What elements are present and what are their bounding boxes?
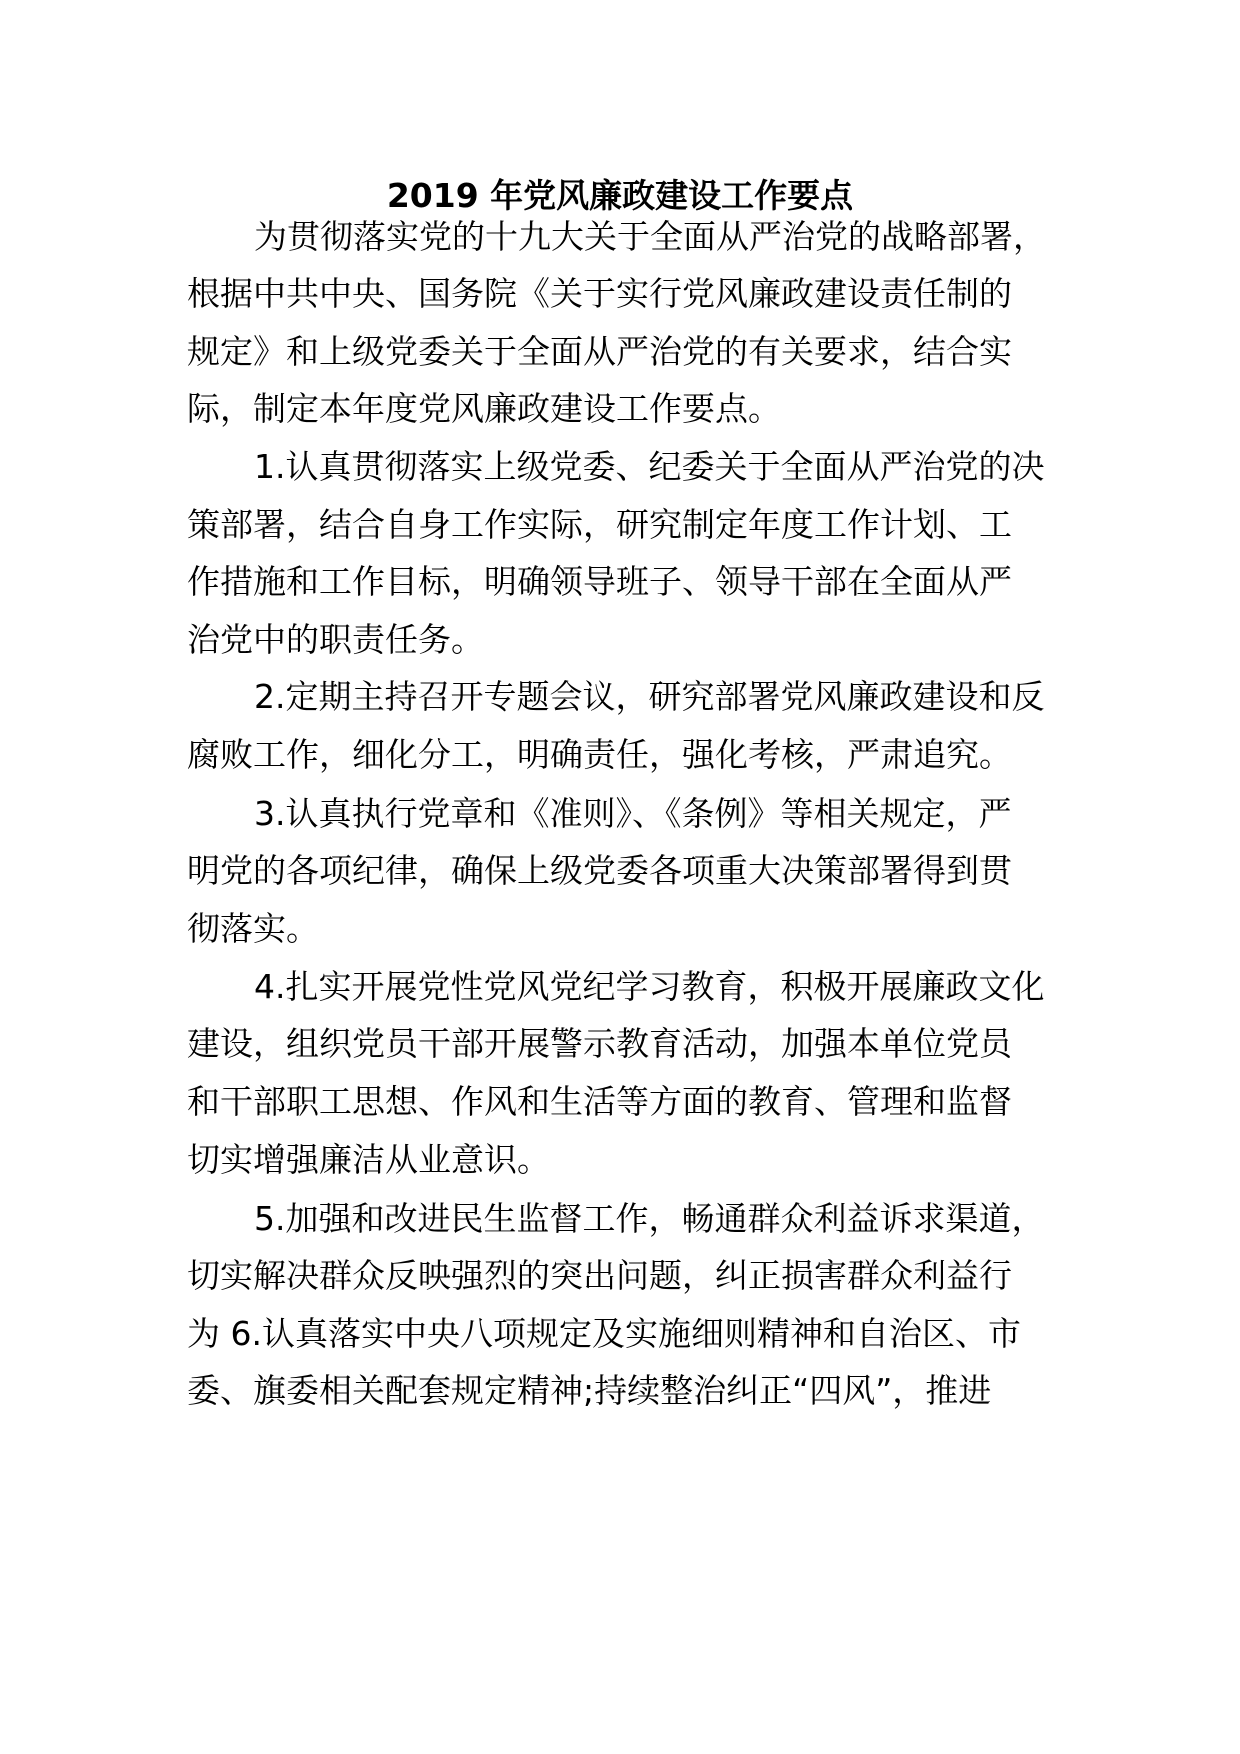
- text-line: 腐败工作，细化分工，明确责任，强化考核，严肃追究。: [187, 735, 1012, 774]
- text-line: 为 6.认真落实中央八项规定及实施细则精神和自治区、市: [187, 1314, 1021, 1353]
- text-line: 1.认真贯彻落实上级党委、纪委关于全面从严治党的决: [254, 447, 1045, 486]
- text-line: 3.认真执行党章和《准则》、《条例》等相关规定，严: [254, 794, 1012, 833]
- document-title: 2019 年党风廉政建设工作要点: [386, 176, 854, 215]
- text-line: 5.加强和改进民生监督工作，畅通群众利益诉求渠道，: [254, 1199, 1045, 1238]
- text-line: 切实增强廉洁从业意识。: [187, 1140, 550, 1179]
- text-line: 切实解决群众反映强烈的突出问题，纠正损害群众利益行: [187, 1256, 1012, 1295]
- text-line: 明党的各项纪律，确保上级党委各项重大决策部署得到贯: [187, 851, 1012, 890]
- text-line: 规定》和上级党委关于全面从严治党的有关要求，结合实: [187, 332, 1012, 371]
- text-line: 根据中共中央、国务院《关于实行党风廉政建设责任制的: [187, 274, 1012, 313]
- text-line: 作措施和工作目标，明确领导班子、领导干部在全面从严: [187, 562, 1012, 601]
- text-line: 2.定期主持召开专题会议，研究部署党风廉政建设和反: [254, 677, 1045, 716]
- text-line: 策部署，结合自身工作实际，研究制定年度工作计划、工: [187, 505, 1012, 544]
- text-line: 为贯彻落实党的十九大关于全面从严治党的战略部署，: [254, 217, 1046, 256]
- text-line: 和干部职工思想、作风和生活等方面的教育、管理和监督: [187, 1082, 1012, 1121]
- text-line: 建设，组织党员干部开展警示教育活动，加强本单位党员: [187, 1024, 1012, 1063]
- text-line: 4.扎实开展党性党风党纪学习教育，积极开展廉政文化: [254, 967, 1045, 1006]
- text-line: 委、旗委相关配套规定精神;持续整治纠正“四风”，推进: [187, 1371, 992, 1410]
- text-line: 治党中的职责任务。: [187, 620, 484, 659]
- text-line: 彻落实。: [187, 909, 319, 948]
- text-line: 际，制定本年度党风廉政建设工作要点。: [187, 389, 781, 428]
